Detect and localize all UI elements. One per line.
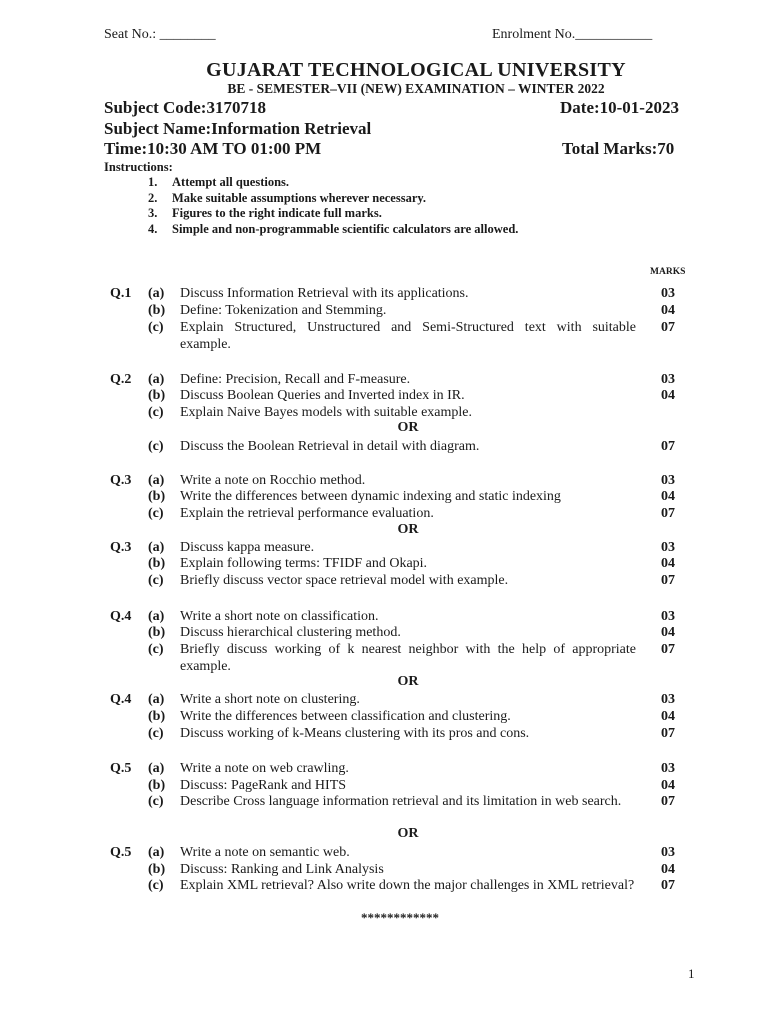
question-marks: 03 bbox=[661, 372, 675, 387]
question-part: (c) bbox=[148, 642, 164, 657]
question-part: (a) bbox=[148, 540, 165, 555]
question-marks: 07 bbox=[661, 878, 675, 893]
question-text: Write the differences between classification and clustering. bbox=[180, 709, 511, 724]
marks-column-heading: MARKS bbox=[650, 267, 686, 277]
question-marks: 04 bbox=[661, 556, 675, 571]
question-text: Write a note on web crawling. bbox=[180, 761, 349, 776]
question-marks: 04 bbox=[661, 862, 675, 877]
question-text: Discuss the Boolean Retrieval in detail with diagram. bbox=[180, 439, 480, 454]
question-part: (b) bbox=[148, 862, 166, 877]
question-part: (b) bbox=[148, 489, 166, 504]
exam-title: BE - SEMESTER–VII (NEW) EXAMINATION – WINTER 2022 bbox=[227, 81, 605, 96]
question-marks: 07 bbox=[661, 794, 675, 809]
question-part: (c) bbox=[148, 405, 164, 420]
total-marks: Total Marks:70 bbox=[562, 139, 675, 158]
subject-code: Subject Code:3170718 bbox=[104, 98, 266, 117]
question-text: Discuss: Ranking and Link Analysis bbox=[180, 862, 384, 877]
question-number: Q.3 bbox=[110, 473, 132, 488]
instruction-item: 3. Figures to the right indicate full marks. bbox=[148, 206, 382, 220]
question-marks: 03 bbox=[661, 286, 675, 301]
question-text: Write a short note on classification. bbox=[180, 609, 379, 624]
question-text: Write the differences between dynamic indexing and static indexing bbox=[180, 489, 561, 504]
question-part: (a) bbox=[148, 761, 165, 776]
question-number: Q.5 bbox=[110, 761, 132, 776]
question-part: (c) bbox=[148, 794, 164, 809]
question-marks: 03 bbox=[661, 540, 675, 555]
question-text: Explain the retrieval performance evaluation. bbox=[180, 506, 434, 521]
question-part: (b) bbox=[148, 556, 166, 571]
question-text: Write a note on Rocchio method. bbox=[180, 473, 366, 488]
question-text: Briefly discuss working of k nearest neighbor with the help of appropriate example. bbox=[180, 642, 636, 674]
question-text: Discuss hierarchical clustering method. bbox=[180, 625, 401, 640]
question-marks: 07 bbox=[661, 320, 675, 335]
question-text: Write a short note on clustering. bbox=[180, 692, 360, 707]
instruction-item: 4. Simple and non-programmable scientific calculators are allowed. bbox=[148, 221, 519, 236]
question-marks: 07 bbox=[661, 506, 675, 521]
question-marks: 04 bbox=[661, 709, 675, 724]
exam-date: Date:10-01-2023 bbox=[560, 98, 679, 117]
question-text: Define: Tokenization and Stemming. bbox=[180, 303, 387, 318]
question-marks: 04 bbox=[661, 625, 675, 640]
question-marks: 03 bbox=[661, 845, 675, 860]
or-separator: OR bbox=[397, 522, 419, 537]
question-part: (b) bbox=[148, 388, 166, 403]
question-part: (a) bbox=[148, 845, 165, 860]
question-marks: 03 bbox=[661, 761, 675, 776]
instruction-item: 2. Make suitable assumptions wherever necessary. bbox=[148, 190, 427, 205]
question-marks: 03 bbox=[661, 473, 675, 488]
question-part: (a) bbox=[148, 286, 165, 301]
question-marks: 04 bbox=[661, 778, 675, 793]
question-marks: 07 bbox=[661, 726, 675, 741]
seat-number-field: Seat No.: ________ bbox=[104, 27, 216, 42]
question-part: (c) bbox=[148, 878, 164, 893]
question-text: Describe Cross language information retrieval and its limitation in web search. bbox=[180, 794, 622, 809]
instructions-list bbox=[148, 175, 518, 237]
question-text: Explain following terms: TFIDF and Okapi. bbox=[180, 556, 428, 571]
question-text: Discuss: PageRank and HITS bbox=[180, 778, 347, 793]
question-marks: 04 bbox=[661, 303, 675, 318]
question-part: (a) bbox=[148, 609, 165, 624]
question-text: Explain Naive Bayes models with suitable example. bbox=[180, 405, 472, 420]
end-marker: ************ bbox=[361, 910, 439, 925]
instructions-title: Instructions: bbox=[104, 160, 173, 174]
question-text: Discuss Information Retrieval with its applications. bbox=[180, 286, 469, 301]
question-marks: 03 bbox=[661, 692, 675, 707]
instruction-item: 1. Attempt all questions. bbox=[148, 175, 290, 189]
question-marks: 07 bbox=[661, 573, 675, 588]
question-text: Briefly discuss vector space retrieval model with example. bbox=[180, 573, 509, 588]
question-number: Q.1 bbox=[110, 286, 132, 301]
or-separator: OR bbox=[397, 826, 419, 841]
question-part: (c) bbox=[148, 506, 164, 521]
question-marks: 04 bbox=[661, 388, 675, 403]
question-part: (b) bbox=[148, 778, 166, 793]
question-part: (b) bbox=[148, 625, 166, 640]
question-marks: 04 bbox=[661, 489, 675, 504]
question-part: (c) bbox=[148, 726, 164, 741]
question-marks: 07 bbox=[661, 642, 675, 657]
question-part: (b) bbox=[148, 303, 166, 318]
page-number: 1 bbox=[688, 966, 695, 981]
question-number: Q.5 bbox=[110, 845, 132, 860]
question-text: Discuss kappa measure. bbox=[180, 540, 315, 555]
or-separator: OR bbox=[397, 674, 419, 689]
question-part: (c) bbox=[148, 439, 164, 454]
question-number: Q.2 bbox=[110, 372, 132, 387]
question-part: (a) bbox=[148, 692, 165, 707]
question-part: (a) bbox=[148, 473, 165, 488]
question-text: Discuss working of k-Means clustering with its pros and cons. bbox=[180, 726, 530, 741]
question-text: Define: Precision, Recall and F-measure. bbox=[180, 372, 411, 387]
question-part: (b) bbox=[148, 709, 166, 724]
question-part: (c) bbox=[148, 320, 164, 335]
question-text: Explain Structured, Unstructured and Semi-Structured text with suitable example. bbox=[180, 320, 636, 352]
question-number: Q.4 bbox=[110, 692, 132, 707]
question-number: Q.3 bbox=[110, 540, 132, 555]
university-title: GUJARAT TECHNOLOGICAL UNIVERSITY bbox=[206, 59, 626, 81]
question-part: (a) bbox=[148, 372, 165, 387]
question-marks: 07 bbox=[661, 439, 675, 454]
question-text: Explain XML retrieval? Also write down the major challenges in XML retrieval? bbox=[180, 878, 635, 893]
enrolment-number-field: Enrolment No.___________ bbox=[492, 27, 653, 42]
question-text: Discuss Boolean Queries and Inverted index in IR. bbox=[180, 388, 465, 403]
question-part: (c) bbox=[148, 573, 164, 588]
or-separator: OR bbox=[397, 420, 419, 435]
question-number: Q.4 bbox=[110, 609, 132, 624]
subject-name: Subject Name:Information Retrieval bbox=[104, 119, 372, 138]
exam-time: Time:10:30 AM TO 01:00 PM bbox=[104, 139, 322, 158]
question-marks: 03 bbox=[661, 609, 675, 624]
question-text: Write a note on semantic web. bbox=[180, 845, 350, 860]
